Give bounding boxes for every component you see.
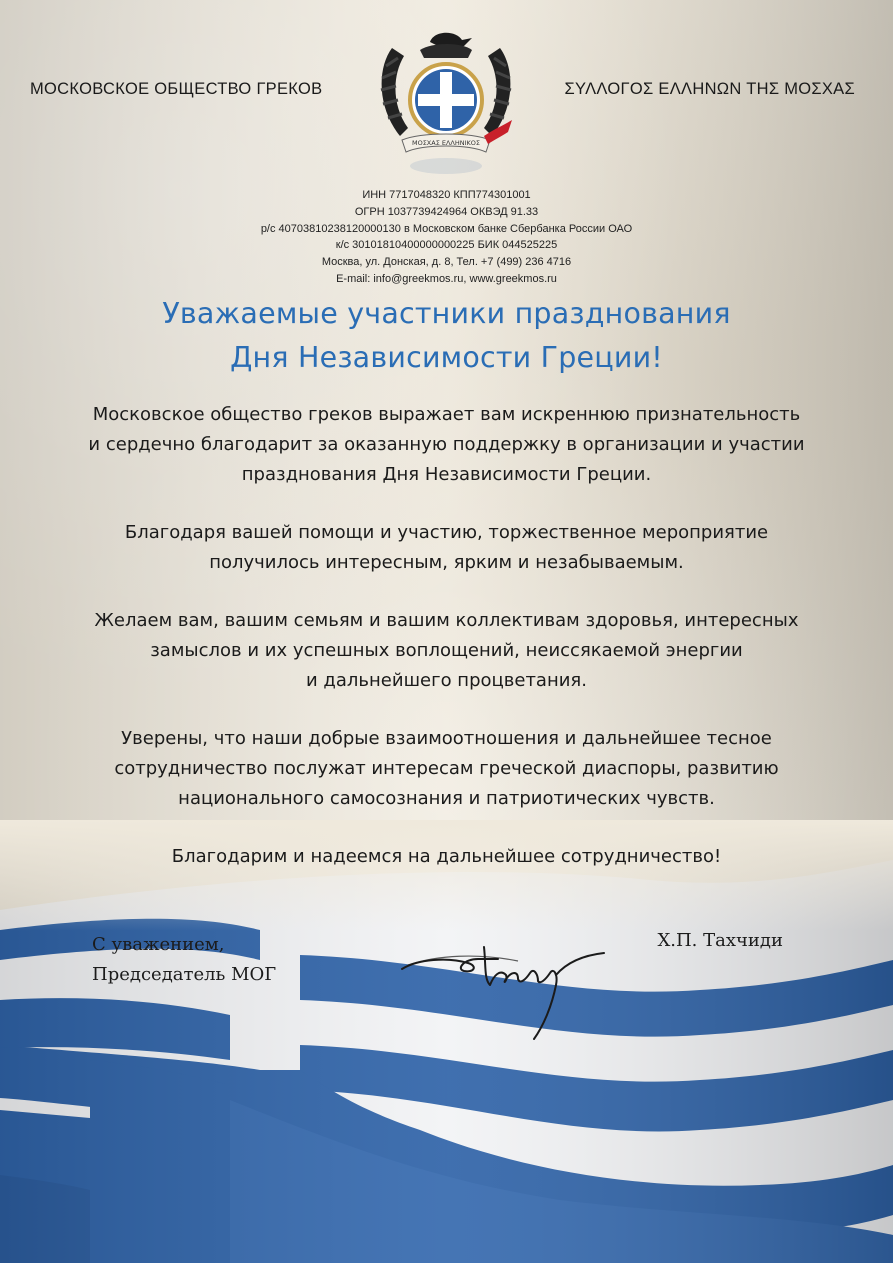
requisite-line: Москва, ул. Донская, д. 8, Тел. +7 (499) 236 4716 [321, 256, 572, 269]
title-line-1: Уважаемые участники празднования [162, 297, 731, 330]
body-line: Желаем вам, вашим семьям и вашим коллективам здоровья, интересных [94, 610, 799, 631]
letter-body [0, 400, 893, 900]
letter-title [0, 292, 893, 380]
handwritten-signature-icon [398, 935, 608, 1045]
paragraph-5 [0, 842, 893, 872]
requisite-line: E-mail: info@greekmos.ru, www.greekmos.ru [336, 272, 557, 285]
title-line-2: Дня Независимости Греции! [230, 341, 663, 374]
paragraph-4 [0, 724, 893, 814]
organization-requisites [0, 187, 893, 288]
body-line: празднования Дня Независимости Греции. [241, 464, 652, 485]
requisite-line: р/с 40703810238120000130 в Московском банке Сбербанка России ОАО [260, 222, 633, 235]
emblem-ribbon-text: ΜΟΣΧΑΣ ΕΛΛΗΝΙΚΟΣ [411, 139, 481, 147]
body-line: получилось интересным, ярким и незабываемым. [209, 552, 684, 573]
signer-position: Председатель МОГ [92, 964, 277, 985]
org-name-greek: ΣΥΛΛΟΓΟΣ ΕΛΛΗΝΩΝ ΤΗΣ ΜΟΣΧΑΣ [564, 80, 855, 98]
signature-block [92, 930, 276, 990]
eagle-cross-emblem-icon [372, 28, 520, 178]
paragraph-3 [0, 606, 893, 696]
body-line: Благодаря вашей помощи и участию, торжественное мероприятие [124, 522, 769, 543]
paragraph-1 [0, 400, 893, 490]
paragraph-2 [0, 518, 893, 578]
body-line: Московское общество греков выражает вам искреннюю признательность [92, 404, 801, 425]
signer-name: Х.П. Тахчиди [657, 930, 783, 951]
body-line: замыслов и их успешных воплощений, неиссякаемой энергии [150, 640, 743, 661]
body-line: национального самосознания и патриотических чувств. [178, 788, 715, 809]
requisite-line: ОГРН 1037739424964 ОКВЭД 91.33 [354, 205, 539, 218]
body-line: сотрудничество послужат интересам греческой диаспоры, развитию [114, 758, 779, 779]
body-line: и дальнейшего процветания. [306, 670, 587, 691]
requisite-line: к/с 30101810400000000225 БИК 044525225 [335, 239, 558, 252]
body-line: Благодарим и надеемся на дальнейшее сотрудничество! [171, 846, 722, 867]
requisite-line: ИНН 7717048320 КПП774301001 [362, 189, 531, 201]
body-line: Уверены, что наши добрые взаимоотношения и дальнейшее тесное [121, 728, 772, 749]
regards-text: С уважением, [92, 934, 225, 955]
body-line: и сердечно благодарит за оказанную поддержку в организации и участии [88, 434, 805, 455]
org-name-russian: МОСКОВСКОЕ ОБЩЕСТВО ГРЕКОВ [30, 80, 323, 98]
